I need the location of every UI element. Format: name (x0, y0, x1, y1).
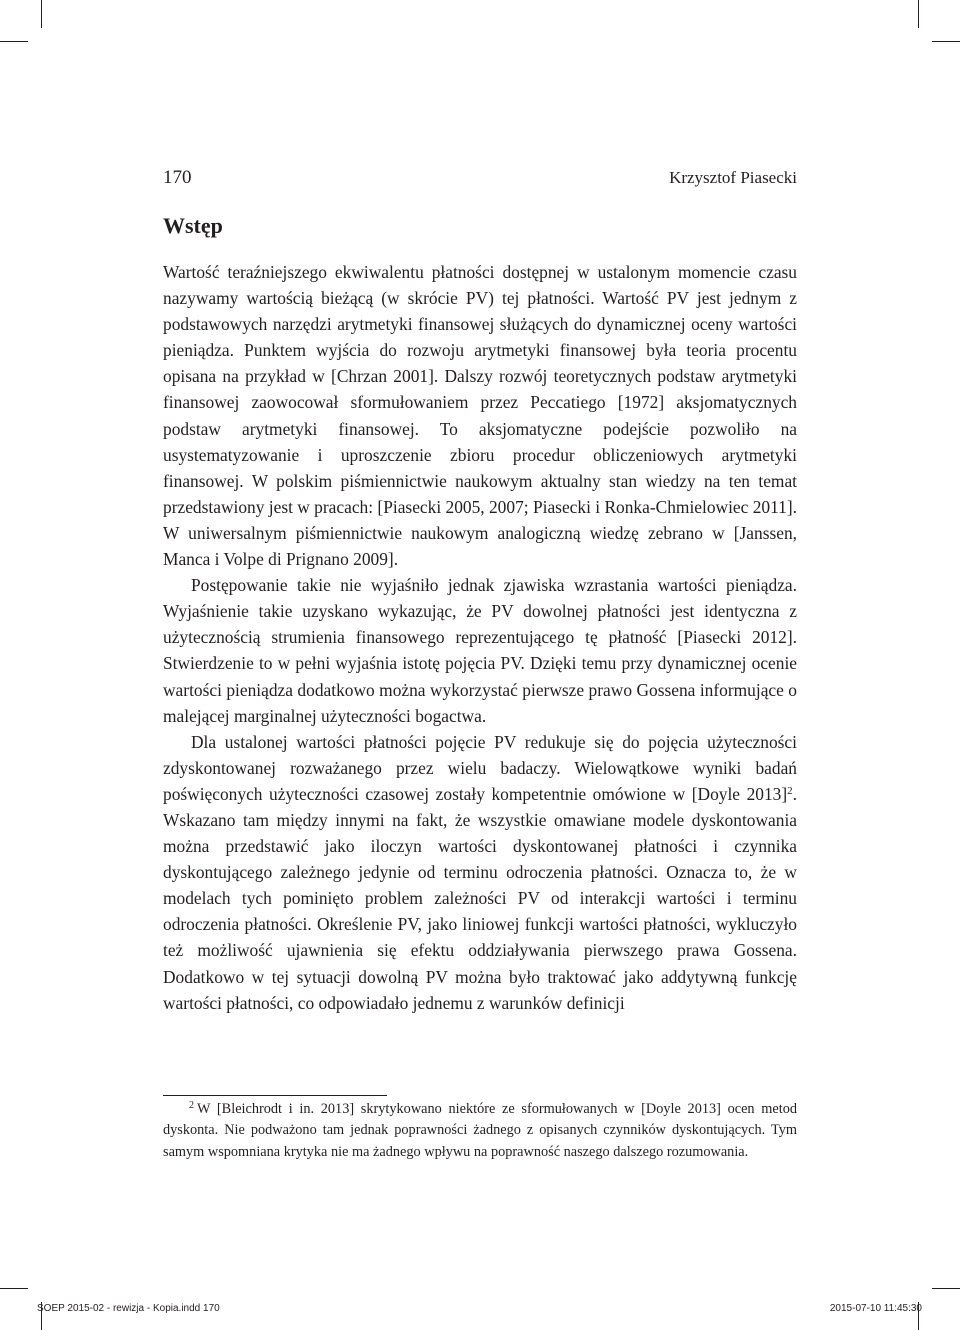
footnote (163, 1099, 797, 1163)
footnote-divider (163, 1095, 387, 1096)
crop-mark-top-left (0, 41, 28, 42)
crop-mark-bottom-right (932, 1288, 960, 1289)
page-header (163, 166, 797, 192)
section-title: Wstęp (163, 213, 223, 238)
crop-mark-top-right (918, 0, 919, 28)
crop-mark-top-left (41, 0, 42, 28)
footnote-mark: 2 (189, 1100, 194, 1111)
page-number: 170 (163, 167, 192, 188)
paragraph-3-part-b: . Wskazano tam między innymi na fakt, że wszystkie omawiane modele dyskontowania można przedstawić jako iloczyn wartości dyskontowanej płatności i czynnika dyskontującego zależnego jedynie od terminu odroczenia płatności. Oznacza to, że w modelach tych pominięto problem zależności PV od interakcji wartości i terminu odroczenia płatności. Określenie PV, jako liniowej funkcji wartości płatności, wykluczyło też możliwość ujawnienia się efektu oddziaływania pierwszego prawa Gossena. Dodatkowo w tej sytuacji dowolną PV można było traktować jako addytywną funkcję wartości płatności, co odpowiadało jednemu z warunków definicji (163, 783, 797, 1013)
body-text (163, 259, 797, 1016)
crop-mark-bottom-left (0, 1288, 28, 1289)
running-head-author: Krzysztof Piasecki (669, 168, 797, 187)
paragraph-1: Wartość teraźniejszego ekwiwalentu płatności dostępnej w ustalonym momencie czasu nazywamy wartością bieżącą (w skrócie PV) tej płatności. Wartość PV jest jednym z podstawowych narzędzi arytmetyki finansowej służących do dynamicznej oceny wartości pieniądza. Punktem wyjścia do rozwoju arytmetyki finansowej była teoria procentu opisana na przykład w [Chrzan 2001]. Dalszy rozwój teoretycznych podstaw arytmetyki finansowej zaowocował sformułowaniem przez Peccatiego [1972] aksjomatycznych podstaw arytmetyki finansowej. To aksjomatyczne podejście pozwoliło na usystematyzowanie i uproszczenie zbioru procedur obliczeniowych arytmetyki finansowej. W polskim piśmiennictwie naukowym aktualny stan wiedzy na ten temat przedstawiony jest w pracach: [Piasecki 2005, 2007; Piasecki i Ronka-Chmielowiec 2011]. W uniwersalnym piśmiennictwie naukowym analogiczną wiedzę zebrano w [Janssen, Manca i Volpe di Prignano 2009]. (163, 262, 797, 570)
slug-timestamp: 2015-07-10 11:45:30 (829, 1303, 922, 1314)
slug-filename: SOEP 2015-02 - rewizja - Kopia.indd 170 (37, 1303, 220, 1314)
paragraph-2: Postępowanie takie nie wyjaśniło jednak zjawiska wzrastania wartości pieniądza. Wyjaśnienie takie uzyskano wykazując, że PV dowolnej płatności jest identyczna z użytecznością strumienia finansowego reprezentującego tę płatność [Piasecki 2012]. Stwierdzenie to w pełni wyjaśnia istotę pojęcia PV. Dzięki temu przy dynamicznej ocenie wartości pieniądza dodatkowo można wykorzystać pierwsze prawo Gossena informujące o malejącej marginalnej użyteczności bogactwa. (163, 575, 797, 726)
paragraph-3 (163, 729, 797, 1016)
crop-mark-top-right (932, 41, 960, 42)
paragraph-3-part-a: Dla ustalonej wartości płatności pojęcie PV redukuje się do pojęcia użyteczności zdyskontowanej rozważanego przez wielu badaczy. Wielowątkowe wyniki badań poświęconych użyteczności czasowej zostały kompetentnie omówione w [Doyle 2013] (163, 731, 797, 804)
footnote-reference[interactable]: 2 (787, 784, 793, 797)
footnote-text: W [Bleichrodt i in. 2013] skrytykowano niektóre ze sformułowanych w [Doyle 2013] ocen metod dyskonta. Nie podważono tam jednak poprawności żadnego z opisanych czynników dyskontujących. Tym samym wspomniana krytyka nie ma żadnego wpływu na poprawność naszego dalszego rozumowania. (163, 1101, 797, 1160)
